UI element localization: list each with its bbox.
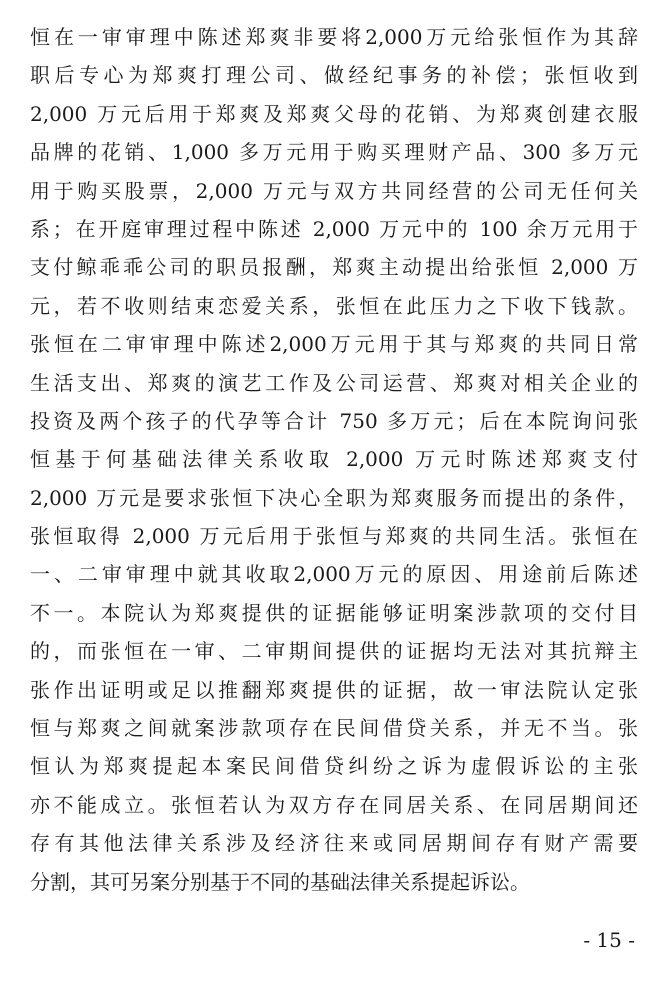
text-line: 一、二审审理中就其收取2,000万元的原因、用途前后陈述 — [30, 562, 638, 587]
text-line: 的，而张恒在一审、二审期间提供的证据均无法对其抗辩主 — [30, 639, 638, 664]
text-line: 职后专心为郑爽打理公司、做经纪事务的补偿；张恒收到 — [30, 63, 638, 88]
text-line: 张作出证明或足以推翻郑爽提供的证据，故一审法院认定张 — [30, 677, 638, 702]
body-text — [30, 18, 638, 901]
text-line: 恒在一审审理中陈述郑爽非要将2,000万元给张恒作为其辞 — [30, 25, 638, 49]
text-line: 品牌的花销、1,000 多万元用于购买理财产品、300 多万元 — [30, 140, 638, 165]
text-line: 2,000 万元后用于郑爽及郑爽父母的花销、为郑爽创建衣服 — [30, 101, 638, 126]
text-line: 张恒在二审审理中陈述2,000万元用于其与郑爽的共同日常 — [30, 332, 638, 357]
text-line: 投资及两个孩子的代孕等合计 750 多万元；后在本院询问张 — [30, 408, 638, 433]
text-line: 元，若不收则结束恋爱关系，张恒在此压力之下收下钱款。 — [30, 293, 638, 318]
page-number: - 15 - — [583, 928, 635, 952]
text-line: 存有其他法律关系涉及经济往来或同居期间存有财产需要 — [30, 831, 638, 856]
text-line: 恒基于何基础法律关系收取 2,000 万元时陈述郑爽支付 — [30, 447, 638, 472]
text-line: 系；在开庭审理过程中陈述 2,000 万元中的 100 余万元用于 — [30, 216, 638, 241]
text-line: 支付鲸乖乖公司的职员报酬，郑爽主动提出给张恒 2,000 万 — [30, 255, 638, 280]
text-line: 恒认为郑爽提起本案民间借贷纠纷之诉为虚假诉讼的主张 — [30, 754, 638, 779]
text-line: 2,000 万元是要求张恒下决心全职为郑爽服务而提出的条件， — [30, 485, 638, 510]
text-line: 生活支出、郑爽的演艺工作及公司运营、郑爽对相关企业的 — [30, 370, 638, 395]
text-line: 亦不能成立。张恒若认为双方存在同居关系、在同居期间还 — [30, 792, 638, 817]
text-line: 不一。本院认为郑爽提供的证据能够证明案涉款项的交付目 — [30, 600, 638, 625]
text-line: 分割，其可另案分别基于不同的基础法律关系提起诉讼。 — [30, 869, 530, 894]
text-line: 用于购买股票，2,000 万元与双方共同经营的公司无任何关 — [30, 178, 638, 203]
text-line: 张恒取得 2,000 万元后用于张恒与郑爽的共同生活。张恒在 — [30, 524, 638, 549]
text-line: 恒与郑爽之间就案涉款项存在民间借贷关系，并无不当。张 — [30, 716, 638, 741]
